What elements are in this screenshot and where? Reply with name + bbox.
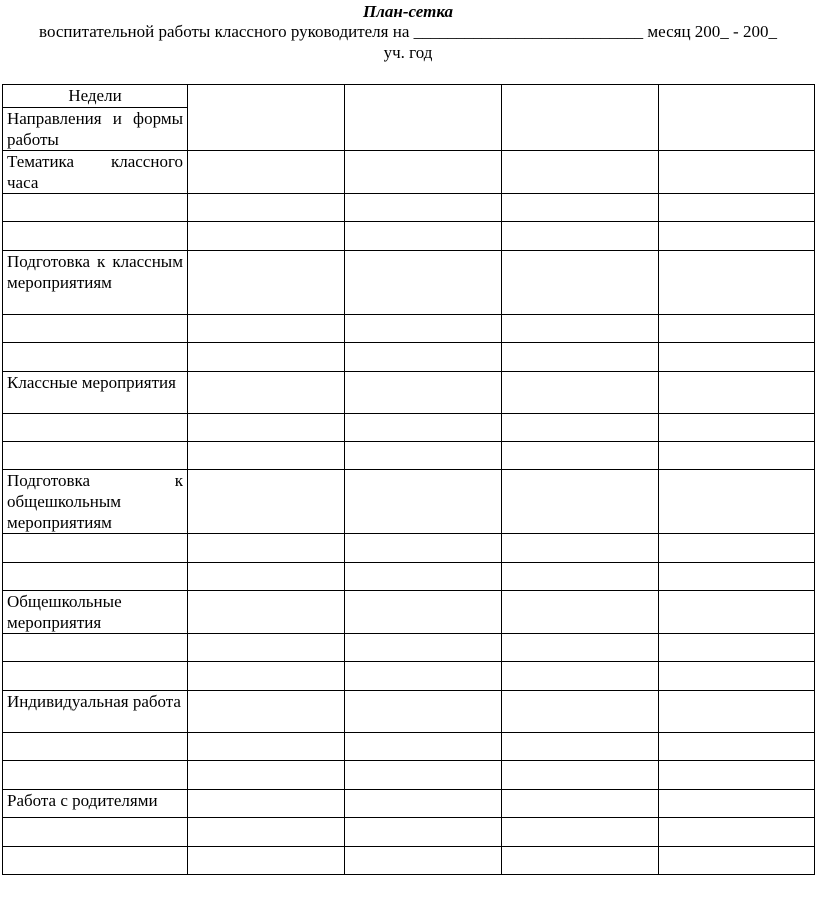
- week-cell[interactable]: [502, 151, 659, 194]
- week-cell[interactable]: [659, 790, 815, 818]
- week-cell[interactable]: [188, 818, 345, 847]
- table-row: [3, 372, 815, 414]
- week-cell[interactable]: [659, 591, 815, 634]
- table-row: [3, 591, 815, 634]
- row-label-cell: [3, 733, 188, 761]
- row-label-cell: [3, 563, 188, 591]
- weeks-header-cell: Недели: [3, 85, 188, 108]
- week-cell[interactable]: [502, 470, 659, 534]
- week-cell[interactable]: [502, 847, 659, 875]
- table-row: [3, 563, 815, 591]
- week-cell[interactable]: [659, 634, 815, 662]
- table-row: [3, 790, 815, 818]
- document-subtitle: воспитательной работы классного руководителя на ___________________________ месяц 200_ - 200_: [39, 22, 777, 41]
- week-cell[interactable]: [659, 847, 815, 875]
- table-row: [3, 194, 815, 222]
- week-cell[interactable]: [345, 343, 502, 372]
- row-label-cell: Классные мероприятия: [3, 372, 188, 414]
- week-cell[interactable]: [345, 662, 502, 691]
- week-cell[interactable]: [188, 662, 345, 691]
- week-cell[interactable]: [659, 563, 815, 591]
- week-cell[interactable]: [659, 222, 815, 251]
- week-cell[interactable]: [345, 470, 502, 534]
- week-cell[interactable]: [188, 847, 345, 875]
- row-label-cell: [3, 662, 188, 691]
- week-cell[interactable]: [345, 151, 502, 194]
- week-cell[interactable]: [502, 194, 659, 222]
- row-label-cell: Подготовка к общешкольным мероприятиям: [3, 470, 188, 534]
- row-label-cell: [3, 442, 188, 470]
- table-row: [3, 733, 815, 761]
- week-cell[interactable]: [345, 442, 502, 470]
- week-cell[interactable]: [502, 343, 659, 372]
- week-cell[interactable]: [345, 534, 502, 563]
- row-label-cell: [3, 414, 188, 442]
- row-label-cell: Работа с родителями: [3, 790, 188, 818]
- document-subtitle-year: уч. год: [383, 43, 433, 62]
- week-cell[interactable]: [345, 85, 502, 151]
- week-cell[interactable]: [345, 761, 502, 790]
- week-cell[interactable]: [345, 563, 502, 591]
- week-cell[interactable]: [502, 818, 659, 847]
- week-cell[interactable]: [345, 591, 502, 634]
- table-row: [3, 634, 815, 662]
- week-cell[interactable]: [502, 85, 659, 151]
- week-cell[interactable]: [188, 761, 345, 790]
- table-row: [3, 442, 815, 470]
- week-cell[interactable]: [345, 818, 502, 847]
- table-row: [3, 251, 815, 315]
- table-row: [3, 222, 815, 251]
- week-cell[interactable]: [188, 151, 345, 194]
- week-cell[interactable]: [188, 733, 345, 761]
- week-cell[interactable]: [502, 591, 659, 634]
- week-cell[interactable]: [659, 151, 815, 194]
- week-cell[interactable]: [502, 563, 659, 591]
- week-cell[interactable]: [659, 251, 815, 315]
- table-row: [3, 315, 815, 343]
- week-cell[interactable]: [188, 222, 345, 251]
- row-label-cell: [3, 634, 188, 662]
- week-cell[interactable]: [659, 194, 815, 222]
- week-cell[interactable]: [188, 442, 345, 470]
- table-row: [3, 151, 815, 194]
- week-cell[interactable]: [188, 470, 345, 534]
- week-cell[interactable]: [659, 442, 815, 470]
- week-cell[interactable]: [659, 470, 815, 534]
- table-row: [3, 818, 815, 847]
- week-cell[interactable]: [659, 372, 815, 414]
- row-label-cell: Подготовка к классным мероприятиям: [3, 251, 188, 315]
- week-cell[interactable]: [502, 790, 659, 818]
- week-cell[interactable]: [188, 563, 345, 591]
- week-cell[interactable]: [188, 315, 345, 343]
- week-cell[interactable]: [188, 691, 345, 733]
- table-row: [3, 85, 815, 108]
- row-label-cell: Тематика классного часа: [3, 151, 188, 194]
- week-cell[interactable]: [659, 818, 815, 847]
- week-cell[interactable]: [188, 591, 345, 634]
- week-cell[interactable]: [659, 85, 815, 151]
- week-cell[interactable]: [345, 315, 502, 343]
- week-cell[interactable]: [345, 691, 502, 733]
- week-cell[interactable]: [502, 691, 659, 733]
- week-cell[interactable]: [345, 414, 502, 442]
- week-cell[interactable]: [345, 372, 502, 414]
- row-label-cell: [3, 194, 188, 222]
- week-cell[interactable]: [345, 222, 502, 251]
- week-cell[interactable]: [659, 414, 815, 442]
- week-cell[interactable]: [659, 761, 815, 790]
- week-cell[interactable]: [502, 634, 659, 662]
- week-cell[interactable]: [345, 733, 502, 761]
- week-cell[interactable]: [188, 372, 345, 414]
- week-cell[interactable]: [345, 634, 502, 662]
- week-cell[interactable]: [502, 761, 659, 790]
- row-label-cell: [3, 343, 188, 372]
- week-cell[interactable]: [659, 662, 815, 691]
- week-cell[interactable]: [188, 85, 345, 151]
- week-cell[interactable]: [502, 414, 659, 442]
- row-label-cell: Направления и формы работы: [3, 108, 188, 151]
- week-cell[interactable]: [188, 194, 345, 222]
- week-cell[interactable]: [188, 534, 345, 563]
- week-cell[interactable]: [188, 251, 345, 315]
- table-row: [3, 847, 815, 875]
- row-label-cell: [3, 222, 188, 251]
- week-cell[interactable]: [188, 343, 345, 372]
- row-label-cell: Общешкольные мероприятия: [3, 591, 188, 634]
- week-cell[interactable]: [659, 534, 815, 563]
- week-cell[interactable]: [659, 315, 815, 343]
- row-label-cell: [3, 818, 188, 847]
- row-label-cell: [3, 534, 188, 563]
- week-cell[interactable]: [188, 414, 345, 442]
- week-cell[interactable]: [502, 222, 659, 251]
- week-cell[interactable]: [502, 442, 659, 470]
- week-cell[interactable]: [502, 372, 659, 414]
- week-cell[interactable]: [659, 733, 815, 761]
- week-cell[interactable]: [659, 343, 815, 372]
- week-cell[interactable]: [188, 634, 345, 662]
- week-cell[interactable]: [345, 790, 502, 818]
- table-row: [3, 761, 815, 790]
- week-cell[interactable]: [502, 315, 659, 343]
- table-row: [3, 534, 815, 563]
- row-label-cell: [3, 847, 188, 875]
- table-row: [3, 691, 815, 733]
- week-cell[interactable]: [345, 847, 502, 875]
- table-row: [3, 414, 815, 442]
- row-label-cell: [3, 315, 188, 343]
- week-cell[interactable]: [502, 251, 659, 315]
- table-row: [3, 343, 815, 372]
- week-cell[interactable]: [345, 251, 502, 315]
- week-cell[interactable]: [502, 733, 659, 761]
- table-row: [3, 470, 815, 534]
- document-title: План-сетка: [362, 2, 454, 21]
- table-row: [3, 662, 815, 691]
- week-cell[interactable]: [502, 534, 659, 563]
- row-label-cell: Индивидуальная работа: [3, 691, 188, 733]
- week-cell[interactable]: [659, 691, 815, 733]
- week-cell[interactable]: [345, 194, 502, 222]
- week-cell[interactable]: [188, 790, 345, 818]
- plan-grid-table: [2, 84, 815, 875]
- row-label-cell: [3, 761, 188, 790]
- week-cell[interactable]: [502, 662, 659, 691]
